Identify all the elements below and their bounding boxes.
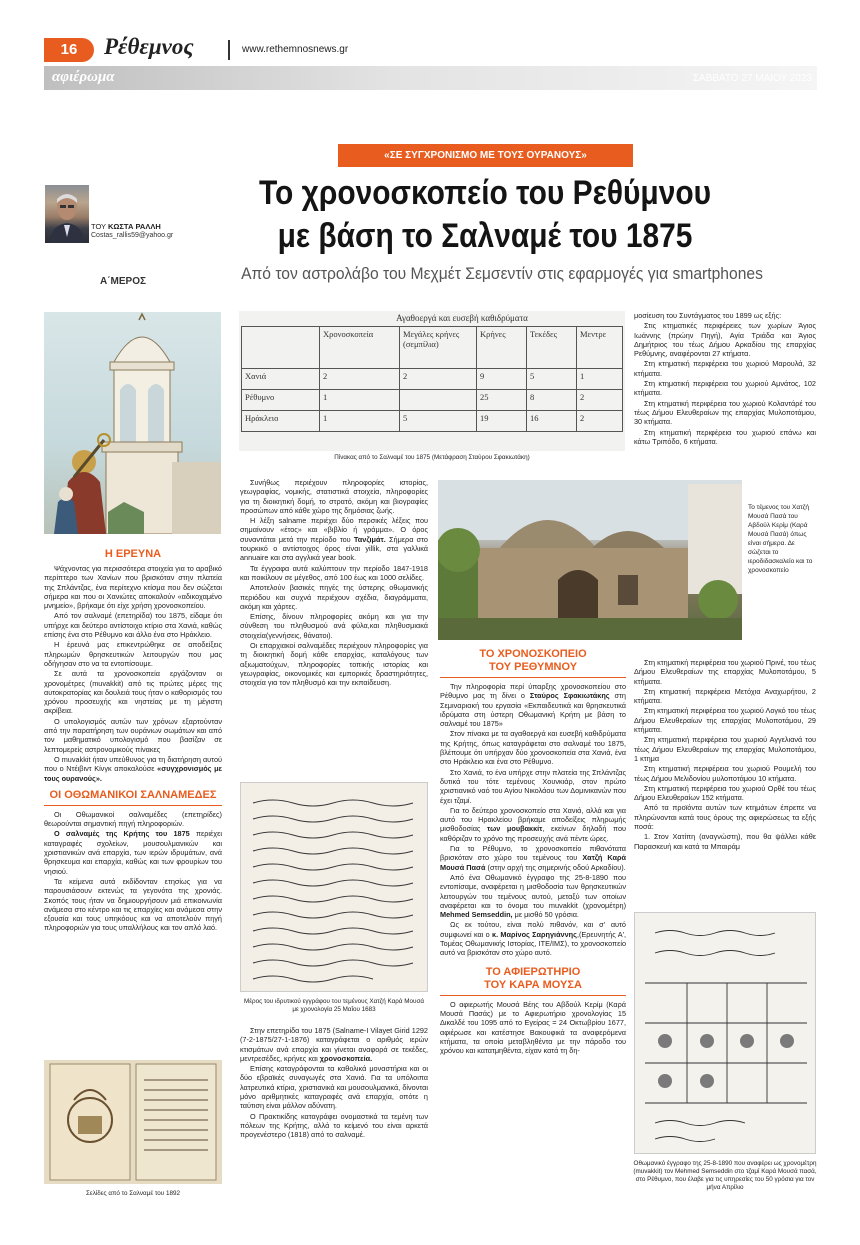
title-line-1: Το χρονοσκοπείο του Ρεθύμνου [258,174,712,212]
salname-pages-icon [44,1060,222,1184]
table-header-cell: Κρήνες [477,327,527,369]
text-run: με μισθό 50 γρόσια. [512,910,579,920]
photo-founding-document [240,782,428,992]
charities-table [239,311,625,451]
table-cell: 2 [577,390,623,411]
col1-paragraph [44,829,222,875]
heading-line: ΤΟ ΧΡΟΝΟΣΚΟΠΕΙΟ [479,648,587,660]
page-number-text: 16 [60,41,78,58]
photo-ottoman-document [634,912,816,1154]
col1-paragraph [44,755,222,783]
emphasis-text: χρονοσκοπεία. [319,1053,373,1063]
page-number [44,38,94,62]
heading-underline [440,677,626,678]
issue-date: ΣΑΒΒΑΤΟ 27 ΜΑΙΟΥ 2023 [692,73,812,84]
col4-paragraph: Στη κτηματική περιφέρεια του χωριού Λογκό του τέως Δήμου Ελευθεραίων της επαρχίας Μυλοποτάμου, 29 κτήματα. [634,706,816,735]
col2-paragraph: Οι επαρχιακοί σαλναμέδες περιέχουν πληροφορίες για τη διοικητική δομή κάθε επαρχίας, καταλόγους των αξιωματούχων, πληροφορίες τοπικής ιστορίας και γεωγραφίας, οικονομικές και εμπορικές δραστηριότητες, στοιχεία για τον πληθυσμό και την εκπαίδευση. [240,641,428,688]
heading-votive [440,966,626,992]
table-cell: Χανιά [242,369,320,390]
col4-paragraph: 1. Στον Χατίπη (αναγνώστη), που θα ψάλλει κάθε Παρασκευή και κατά τα Μπαιράμ [634,832,816,851]
col4-paragraph: Στη κτηματική περιφέρεια του χωριού Πρινέ, του τέως Δήμου Ελευθεραίων της επαρχίας Μυλοποτάμου, 5 κτήματα. [634,658,816,686]
heading-line: ΤΟΥ ΚΑΡΑ ΜΟΥΣΑ [484,978,582,991]
text-run: Σήμερα στο τουρκικό ο αντίστοιχος όρος είναι yillik, στα γαλλικά annuaire και στα αγγλικά year book. [240,534,428,563]
table-cell: 9 [477,369,527,390]
heading-ottoman-salnames: ΟΙ ΟΘΩΜΑΝΙΚΟΙ ΣΑΛΝΑΜΕΔΕΣ [49,788,217,801]
col2-paragraph: Επίσης καταγράφονται τα καθολικά μοναστήρια και οι δύο εβραϊκές συναγωγές στα Χανιά. Για τα υπόλοιπα λατρευτικά κτίρια, χριστιανικά και μουσουλμανικά, δίνονται μόνο αριθμητικές καταγραφές ανά επαρχία, οπότε η ταύτιση είναι μάλλον αδύνατη. [240,1064,428,1111]
column-1 [44,544,222,1046]
text-run: περιέχει καταγραφές σχολείων, μουσουλμανικών και χριστιανικών ανά επαρχία, των ιερών ιδρυμάτων, ανά θρησκευμα και επαρχία, καθώς και των φρουρίων του νησιού. [44,829,222,876]
emphasis-text: «συγχρονισμός με τους ουρανούς». [44,764,222,783]
col1-paragraph: Οι Οθωμανικοί σαλναμέδες (επετηρίδες) θεωρούνται σημαντική πηγή πληροφοριών. [44,809,222,829]
table-cell: 2 [400,369,477,390]
emphasis-text: κ. Μαρίνος Σαρηγιάννης [492,929,577,939]
col1-paragraph: Τα κείμενα αυτά εκδίδονταν ετησίως για να παρουσιάσουν εκτενώς τα γεγονότα της χρονιάς. Σκοπός τους ήταν να δημιουργήσουν μιά επικοινωνία ανάμεσα στο κέντρο και τις επαρχίες και ανάμεσα στην εξουσία και τους υπηκόους και να αποτελούν πηγή πληροφοριών για τους υπαλλήλους και τον απλό λαό. [44,876,222,933]
text-run: , εκείνων δηλαδή που καθόριζαν το χρόνο της προσευχής ανά πέντε ώρες. [440,824,626,843]
table-cell: 2 [577,411,623,432]
col4-paragraph: μοσίευση του Συντάγματος του 1899 ως εξής: [634,311,782,320]
emphasis-text: Mehmed Semseddin, [440,910,513,920]
caption-mosque: Το τέμενος του Χατζή Μουσά Πασά του Αβδούλ Κερίμ (Καρά Μουσά Πασά) όπως είναι σήμερα. Δε σώζεται το ιεροδιδασκαλείο και το χρονοσκοπείο [748,504,813,574]
column-4-top [634,311,816,479]
caption-salname-pages: Σελίδες από το Σαλναμέ του 1892 [86,1190,180,1197]
table-cell: Ηράκλειο [242,411,320,432]
col2-paragraph [240,516,428,562]
part-label: Α΄ΜΕΡΟΣ [100,276,147,287]
table-row [242,390,623,411]
col1-paragraph: Η έρευνά μας επικεντρώθηκε σε αποδείξεις πληρωμών θρησκευτικών λειτουργών που μας οδήγησαν στο να τα εντοπίσουμε. [44,640,222,668]
table-row [242,411,623,432]
text-run: στη Σεμιναριακή του εργασία «Εκπαιδευτικά και θρησκευτικά ιδρύματα στη ύστερη Οθωμανική Κρήτη με βάση το σαλναμέ του 1875» [440,691,626,729]
text-run: Ως εκ τούτου, είναι πολύ πιθανόν, και σ' αυτό συμφωνεί και ο [440,920,626,939]
table-title: Αγαθοεργά και ευσεβή καθιδρύματα [396,313,528,323]
col4-paragraph: Στη κτηματική περιφέρεια του χωριού Μαρουλά, 32 κτήματα. [634,359,816,378]
table-header-cell: Μεντρε [577,327,623,369]
heading-line: ΤΟ ΑΦΙΕΡΩΤΗΡΙΟ [485,965,581,978]
emphasis-text: Σταύρος Σφακιωτάκης [529,691,610,701]
minaret-illustration-icon [44,312,221,534]
emphasis-text: Χατζή Καρά Μουσά Πασά [440,853,626,872]
author-byline [91,222,161,231]
text-run: Στην επετηρίδα του 1875 (Salname-I Vilayet Girid 1292 (7-2-1875/27-1-1876) καταγράφεται ο αριθμός ιερών κτισμάτων ανά επαρχία και γίνεται αναφορά σε τεκέδες, μεντρεσέδες, κρήνες και [240,1026,428,1063]
author-portrait-icon [45,185,89,243]
col4-paragraph: Στη κτηματική περιφέρεια του χωριού Ορθέ του τέως Δήμου Ελευθεραίων 152 κτήματα. [634,783,816,803]
emphasis-text: Ο σαλναμές της Κρήτης του 1875 [54,829,190,839]
kicker-box [338,144,633,167]
col1-paragraph: Σε αυτά τα χρονοσκοπεία εργάζονταν οι χρονομέτρες (muvakkit) από τις πρώτες μέρες της αυτοκρατορίας και δουλειά τους ήταν ο καθορισμός του χρόνου προσευχής και νηστείας με τη μέγιστη ακρίβεια. [44,669,222,716]
col3-paragraph [440,844,626,872]
caption-table: Πίνακας από το Σαλναμέ του 1875 (Μετάφραση Σταύρου Σφακιωτάκη) [334,454,530,461]
col3-paragraph [440,873,626,919]
col1-paragraph: Ψάχνοντας για περισσότερα στοιχεία για το αραβικό περίπτερο των Χανίων που βρισκόταν στην πλατεία της Σπλάντζας, ένα περίτεχνο κτίσμα που δεν σώζεται σήμερα και που οι Χανιώτες αποκαλούν «αδικοχαμένο μνημείο», βρήκαμε ότι είχε χρήση χρονοσκοπείου. [44,564,222,611]
col4-paragraph: Στη κτηματική περιφέρεια Μετόχια Αναχωρήτου, 2 κτήματα. [634,686,816,706]
column-2-lower [240,1026,428,1206]
heading-line: ΤΟΥ ΡΕΘΥΜΝΟΥ [488,661,578,673]
col3-paragraph [440,920,626,957]
author-prefix: ΤΟΥ [91,222,108,231]
column-4-mid [634,658,816,903]
col3-paragraph: Ο αφιερωτής Μουσά Βέης του Αβδούλ Κερίμ (Καρά Μουσά Πασάς) με το Αφιερωτήριο χρονολογίας 15 Δικαλδέ του 1095 από το Εγείρας = 24 Οκτωβρίου 1677, αφιέρωσε και κατέστησε Βακουφικά τα αναφερόμενα κτήματα, τα οποία μεταβληθέντα με την πάροδο του χρόνου και κατατμηθέντα, είχαν κατά τη δη- [440,999,626,1056]
heading-research: Η ΕΡΕΥΝΑ [104,548,162,560]
heading-underline [44,805,222,806]
table-cell: 19 [477,411,527,432]
caption-founding-document: Μέρος του ιδρυτικού εγγράφου του τεμένους Χατζή Καρά Μουσά με χρονολογία 25 Μαΐου 1683 [243,998,424,1013]
photo-mosque [438,480,742,640]
ottoman-document-icon [635,913,816,1154]
table-header-cell: Χρονοσκοπεία [320,327,400,369]
text-run: Ο muvakkit ήταν υπεύθυνος για τη διατήρηση αυτού που ο Ντέιβιντ Κίνγκ αποκαλούσε [44,754,222,774]
emphasis-text: Τανζιμάτ. [353,534,386,544]
col1-paragraph: Από τον σαλναμέ (επετηρίδα) του 1875, είδαμε ότι υπήρχε και δεύτερο αντίστοιχο κτίριο στα Χανιά, καθώς επίσης ένα στο Ρέθυμνο και άλλο ένα στο Ηράκλειο. [44,611,222,640]
col3-paragraph [440,682,626,728]
col4-paragraph: Στη κτηματική περιφέρεια του χωριού επάνω και κάτω Τριπόδο, 6 κτήματα. [634,427,816,446]
table-cell: 1 [320,390,400,411]
table-cell: 16 [527,411,577,432]
author-email[interactable]: Costas_rallis59@yahoo.gr [91,232,174,239]
table-cell: 8 [527,390,577,411]
column-2 [240,478,428,778]
text-run: ,(Ερευνητής Α', Τομέας Οθωμανικής Ιστορίας, ΙΤΕ/ΙΜΣ), το χρονοσκοπείο αυτό να βρισκόταν στο χώρο αυτό. [440,929,626,958]
section-label: αφιέρωμα [52,69,115,85]
column-3 [440,646,626,1206]
heading-underline [440,995,626,996]
handwritten-document-icon [241,783,428,992]
title-line-2: με βάση το Σαλναμέ του 1875 [277,217,693,255]
mosque-photo-icon [438,480,742,640]
kicker-text: «ΣΕ ΣΥΓΧΡΟΝΙΣΜΟ ΜΕ ΤΟΥΣ ΟΥΡΑΝΟΥΣ» [384,150,587,161]
table-row [242,369,623,390]
website: www.rethemnosnews.gr [242,44,349,55]
col4-paragraph: Στη κτηματική περιφέρεια του χωριού Κολαντάρέ του τέως Δήμου Ελευθεραίων της επαρχίας Μυλοποτάμου, 30 κτήματα. [634,398,816,427]
col3-paragraph: Στο Χανιά, το ένα υπήρχε στην πλατεία της Σπλάντζας δυτικά του τότε τεμένους Χουνκιάρ, στον πρώτο χριστιανικό ναό του Αγίου Νικολάου των Δομινικανών που έχει τζαμί. [440,767,626,805]
col4-paragraph: Στις κτηματικές περιφέρειες των χωρίων Άγιος Ιωάννης (πρώην Πηγή), Αγία Τριάδα και Άγιος Δημήτριος του τέως Δήμου Αρκαδίου της επαρχίας Ρεθύμνης, αναφέρονται 27 κτήματα. [634,321,816,359]
col4-paragraph: Στη κτηματική περιφέρεια του χωριού Αμνάτος, 102 κτήματα. [634,379,816,398]
text-run: Την πληροφορία περί ύπαρξης χρονοσκοπείου στο Ρέθυμνο μας τη δίνει ο [440,682,626,701]
table-cell: Ρέθυμνο [242,390,320,411]
col4-paragraph: Από τα προϊόντα αυτών των κτημάτων έπρεπε να πληρώνονται κατά τους όρους της αφιερώσεως τα εξής ποσά: [634,803,816,832]
table-header-cell: Τεκέδες [527,327,577,369]
table-cell: 5 [400,411,477,432]
table-cell: 5 [527,369,577,390]
table-cell: 1 [320,411,400,432]
col2-paragraph [240,1026,428,1063]
newspaper-name: Ρέθεμνος [104,34,194,59]
table-grid [241,326,623,432]
col1-paragraph: Ο υπολογισμός αυτών των χρόνων εξαρτούνταν από την παρατήρηση των ουράνιων σωμάτων και από τον μαθηματικό υπολογισμό που βασίζαν σε λεπτομερείς αστρονομικούς πίνακες [44,716,222,754]
photo-salname-pages [44,1060,222,1184]
col2-paragraph: Τα έγγραφα αυτά καλύπτουν την περίοδο 1847-1918 και ποικίλουν σε μέγεθος, από 100 έως και 1000 σελίδες. [240,563,428,582]
table-cell: 1 [577,369,623,390]
table-header-row [242,327,623,369]
col4-paragraph: Στη κτηματική περιφέρεια του χωριού Αγγελιανά του τέως Δήμου Ελευθεραίων της επαρχίας Μυλοποτάμου, 1 κτημα [634,735,816,763]
header-divider [228,40,230,60]
emphasis-text: των μουβακκίτ [487,824,543,834]
table-cell [400,390,477,411]
col4-paragraph: Στη κτηματική περιφέρεια του χωριού Ρουμελή του τέως Δήμου Μελιδονίου μυλοποτάμου 10 κτήματα. [634,764,816,783]
col2-paragraph: Ο Πρακτικίδης καταγράφει ονομαστικά τα τεμένη των πόλεων της Κρήτης, αλλά το κείμενό του είναι αρκετά προγενέστερο (1818) από το σαλναμέ. [240,1111,428,1140]
col3-paragraph [440,806,626,843]
text-run: (στην αρχή της σημερινής οδού Αρκαδίου). [485,862,626,872]
table-cell: 2 [320,369,400,390]
subtitle: Από τον αστρολάβο του Μεχμέτ Σεμσεντίν στις εφαρμογές για smartphones [241,264,763,283]
caption-ottoman-document: Οθωμανικό έγγραφο της 25-8-1890 που αναφέρει ως χρονομέτρη (muvakkit) τον Mehmed Semseddin στο τζαμί Καρά Μουσά πασά, στο Ρέθυμνο, που έλαβε για τις υπηρεσίες του 50 γρόσια για τον μήνα Απρίλιο [633,1160,817,1191]
heading-rethymno-clock [440,648,626,674]
author-photo [45,185,89,243]
table-cell: 25 [477,390,527,411]
table-header-cell: Μεγάλες κρήνες (σεμπίλια) [400,327,477,369]
col3-paragraph: Στον πίνακα με τα αγαθοεργά και ευσεβή καθιδρύματα της Κρήτης, όπως καταγράφεται στο σαλναμέ του 1875, βλέπουμε ότι υπήρχαν δύο χρονοσκοπεία στα Χανιά, ένα στο Ηράκλειο και ένα στο Ρέθυμνο. [440,729,626,767]
col2-paragraph: Αποτελούν βασικές πηγές της ύστερης οθωμανικής περιόδου και συχνά περιέχουν σχέδια, διαγράμματα, ακόμη και χάρτες. [240,583,428,611]
col2-paragraph: Συνήθως περιέχουν πληροφορίες ιστορίας, γεωγραφίας, νομικής, στατιστικά στοιχεία, πληροφορίες για τη διοικητική δομή, το στρατό, ακόμη και βιογραφίες προσώπων από κάθε χώρο της δημόσιας ζωής. [240,478,428,515]
col2-paragraph: Επίσης, δίνουν πληροφορίες ακόμη και για την σύνθεση του πληθυσμού ανά φύλα,και πληθυσμιακά στοιχεία(γεννήσεις, θάνατοι). [240,612,428,640]
illustration-minaret [44,312,221,534]
text-run: Η λέξη salname περιέχει δύο περσικές λέξεις που σημαίνουν «έτος» και «βιβλίο ή γράμμα». Ο όρος συναντάται μετά την περίοδο του [240,516,428,544]
text-run: Για το δεύτερο χρονοσκοπείο στα Χανιά, αλλά και για αυτό του Ηρακλείου βρήκαμε αποδείξεις πληρωμής μισθοδοσίας [440,805,626,834]
text-run: Από ένα Οθωμανικό έγγραφο της 25-8-1890 που εντοπίσαμε, αναφέρεται η μισθοδοσία των θρησκευτικών λειτουργών του τεμένους αυτού, μεταξύ των οποίων αναφέρεται και το όνομα του muvakkit (χρονομέτρη) [440,872,626,910]
author-name: ΚΩΣΤΑ ΡΑΛΛΗ [108,222,161,231]
table-header-cell [242,327,320,369]
text-run: Για το Ρέθυμνο, το χρονοσκοπείο πιθανότατα βρισκόταν στο χώρο του τεμένους του [440,844,626,863]
